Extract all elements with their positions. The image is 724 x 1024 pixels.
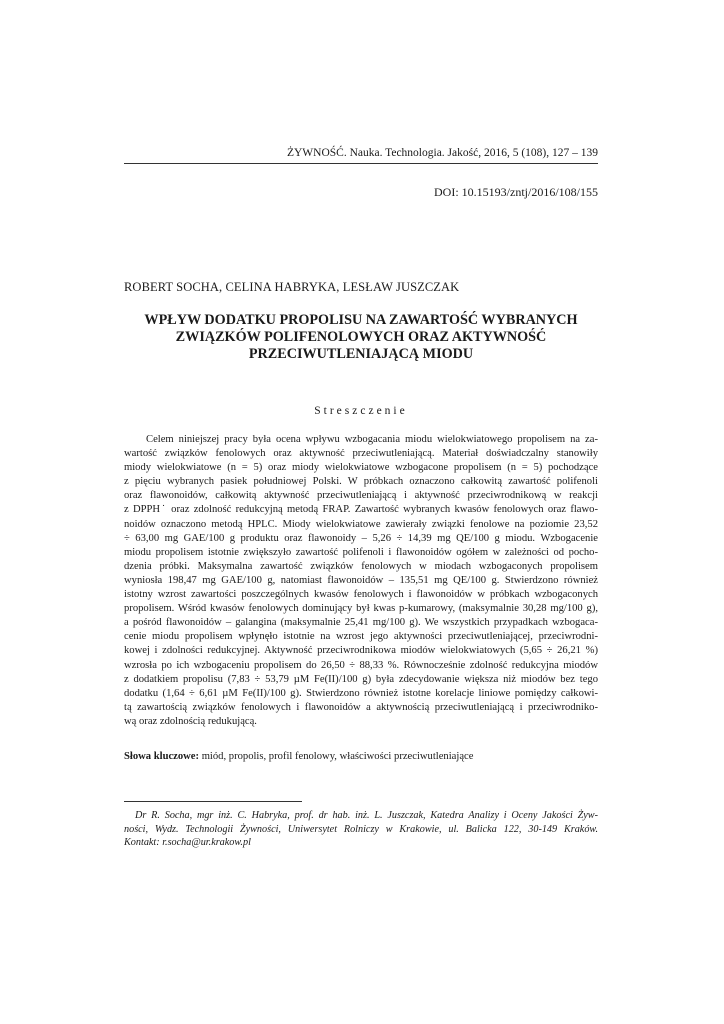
doi: DOI: 10.15193/zntj/2016/108/155 [434,185,598,199]
footnote-line: Dr R. Socha, mgr inż. C. Habryka, prof. dr hab. inż. L. Juszczak, Katedra Analizy i Oceny Jakości Żyw- [135,810,598,821]
abstract-line: z dodatkiem propolisu (7,83 ÷ 53,79 µM Fe(II)/100 g) była zdecydowanie większa niż miodów bez tego [124,673,598,685]
header-rule [124,163,598,164]
abstract-line: propolisem. Wśród kwasów fenolowych dominujący był kwas p-kumarowy, (maksymalnie 30,28 mg/100 g), [124,603,598,615]
section-heading: Streszczenie [314,405,408,417]
authors: ROBERT SOCHA, CELINA HABRYKA, LESŁAW JUSZCZAK [124,280,460,294]
abstract-line: a pośród flawonoidów – galangina (maksymalnie 25,41 mg/100 g). We wszystkich przypadkach wzbogaca- [124,617,598,629]
abstract-line: z pięciu wybranych pasiek południowej Polski. W próbkach oznaczono całkowitą zawartość polifenoli [124,476,598,488]
abstract-line: Celem niniejszej pracy była ocena wpływu wzbogacania miodu wielokwiatowego propolisem na za- [146,434,598,445]
title-line: ZWIĄZKÓW POLIFENOLOWYCH ORAZ AKTYWNOŚĆ [175,329,547,345]
abstract-line: wzrosła po ich wzbogaceniu propolisem do 26,50 ÷ 88,33 %. Równocześnie zdolność redukcyjna miodów [124,659,598,671]
abstract-line: tą zawartością związków fenolowych i flawonoidów a aktywnością przeciwutleniającą i przeciwrodniko- [124,701,598,713]
footnote-line: ności, Wydz. Technologii Żywności, Uniwersytet Rolniczy w Krakowie, ul. Balicka 122, 30-149 Kraków. [124,823,598,835]
abstract-line: wartość związków fenolowych oraz aktywność przeciwutleniającą. Materiał doświadczalny stanowiły [124,448,598,460]
abstract-line: istotny wzrost zawartości poszczególnych kwasów fenolowych i flawonoidów w próbkach wzbogaconych [124,589,598,601]
footnote-rule [124,801,302,802]
abstract-line: cenie miodu propolisem wpłynęło istotnie na wzrost jego aktywności przeciwutleniającej, przeciwrodni- [124,631,598,643]
keywords-text: miód, propolis, profil fenolowy, właściwości przeciwutleniające [199,751,474,762]
author-footnote [124,809,598,850]
abstract [124,433,598,729]
abstract-line: ÷ 63,00 mg GAE/100 g produktu oraz flawonoidy – 5,26 ÷ 14,39 mg QE/100 g miodu. Wzbogacenie [124,532,598,544]
footnote-line: Kontakt: r.socha@ur.krakow.pl [124,837,251,849]
abstract-line: miody wielokwiatowe (n = 5) oraz miody wielokwiatowe wzbogacone propolisem (n = 5) pochodzące [124,462,598,474]
abstract-line: wyniosła 198,47 mg GAE/100 g, natomiast flawonoidów – 135,51 mg QE/100 g. Stwierdzono również [124,574,598,586]
abstract-line: miodu propolisem istotnie zwiększyło zawartość polifenoli i flawonoidów ogółem w zależności od pocho- [124,546,598,558]
abstract-line: dzenia próbki. Maksymalna zawartość związków fenolowych w miodach wzbogaconych propolisem [124,560,598,572]
abstract-line: z DPPH˙ oraz zdolność redukcyjną metodą FRAP. Zawartość wybranych kwasów fenolowych oraz flawo- [124,504,598,516]
journal-header: ŻYWNOŚĆ. Nauka. Technologia. Jakość, 2016, 5 (108), 127 – 139 [286,147,598,159]
keywords [124,750,598,764]
abstract-line: noidów oznaczono metodą HPLC. Miody wielokwiatowe zawierały związki fenolowe na poziomie 23,52 [124,518,598,530]
keywords-label: Słowa kluczowe: [124,751,200,762]
abstract-line: kowej i zdolności redukcyjnej. Aktywność przeciwrodnikowa miodów wielokwiatowych (5,65 ÷ 26,21 %) [124,645,598,657]
article-title [124,312,598,363]
title-line: PRZECIWUTLENIAJĄCĄ MIODU [248,346,474,362]
abstract-line: dodatku (1,64 ÷ 6,61 µM Fe(II)/100 g). Stwierdzono również istotne korelacje liniowe pomiędzy całkowi- [124,687,598,699]
abstract-line: wą oraz zdolnością redukującą. [124,715,257,727]
title-line: WPŁYW DODATKU PROPOLISU NA ZAWARTOŚĆ WYBRANYCH [144,312,578,328]
abstract-line: oraz flawonoidów, całkowitą aktywność przeciwutleniającą i aktywność przeciwrodnikową w reakcji [124,490,598,502]
